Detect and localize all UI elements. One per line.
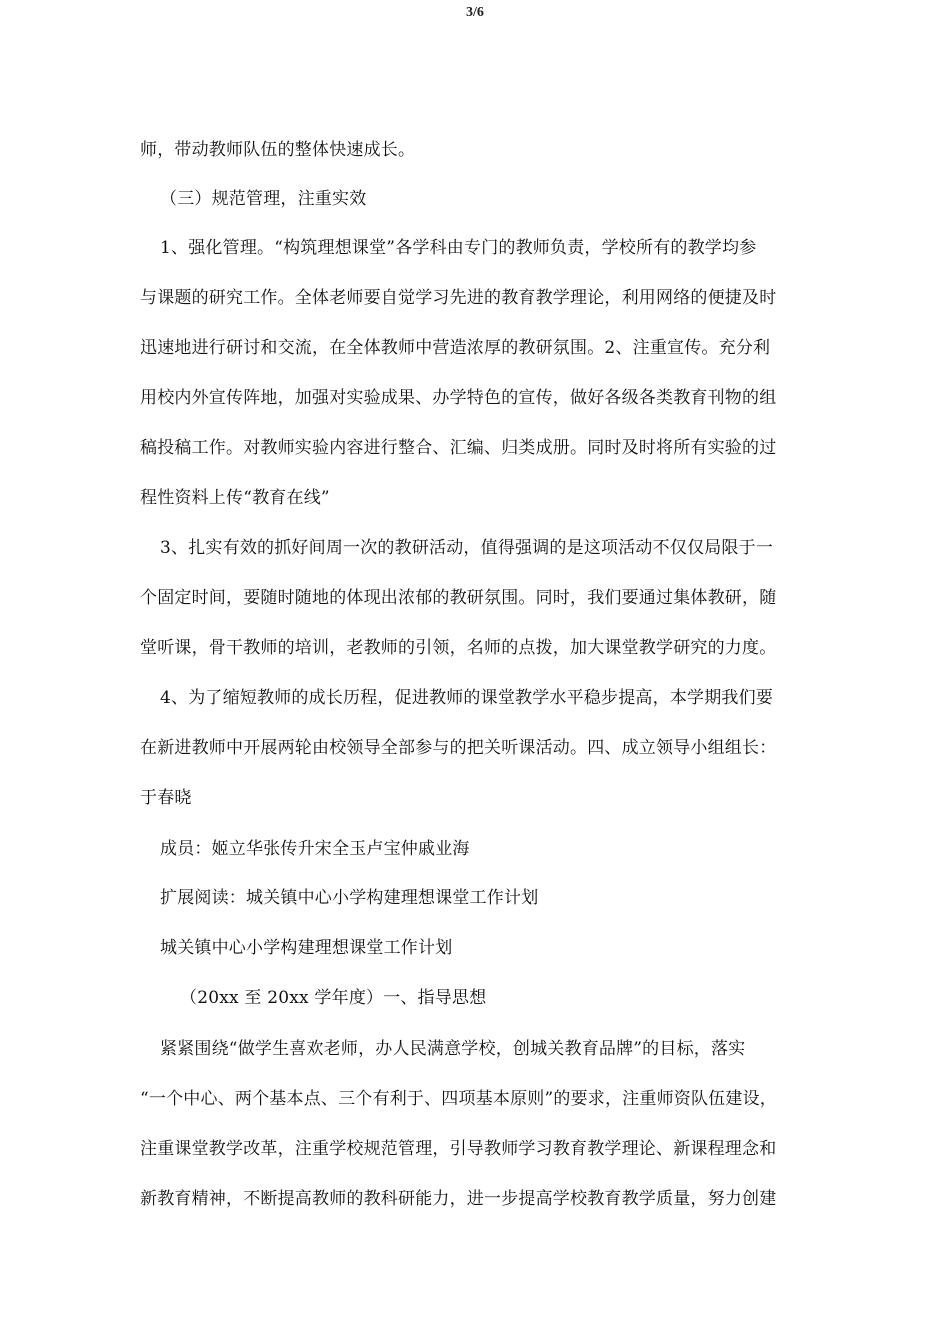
text-line: “一个中心、两个基本点、三个有利于、四项基本原则”的要求，注重师资队伍建设， — [140, 1089, 777, 1109]
text-line: 与课题的研究工作。全体老师要自觉学习先进的教育教学理论，利用网络的便捷及时 — [140, 288, 777, 308]
text-line: 3、扎实有效的抓好间周一次的教研活动，值得强调的是这项活动不仅仅局限于一 — [160, 538, 774, 558]
text-line: 程性资料上传“教育在线” — [140, 488, 330, 508]
text-line: 在新进教师中开展两轮由校领导全部参与的把关听课活动。四、成立领导小组组长： — [140, 738, 777, 758]
text-line: 城关镇中心小学构建理想课堂工作计划 — [160, 938, 453, 958]
text-line: 师，带动教师队伍的整体快速成长。 — [140, 140, 416, 160]
text-line: 紧紧围绕“做学生喜欢老师，办人民满意学校，创城关教育品牌”的目标，落实 — [160, 1039, 746, 1059]
section-heading: （三）规范管理，注重实效 — [160, 189, 367, 209]
text-line: 稿投稿工作。对教师实验内容进行整合、汇编、归类成册。同时及时将所有实验的过 — [140, 438, 777, 458]
text-line: 用校内外宣传阵地，加强对实验成果、办学特色的宣传，做好各级各类教育刊物的组 — [140, 388, 777, 408]
text-line: 扩展阅读：城关镇中心小学构建理想课堂工作计划 — [160, 888, 539, 908]
text-line: 新教育精神，不断提高教师的教科研能力，进一步提高学校教育教学质量，努力创建 — [140, 1189, 777, 1209]
text-line: （20xx 至 20xx 学年度）一、指导思想 — [180, 988, 487, 1008]
text-line: 4、为了缩短教师的成长历程，促进教师的课堂教学水平稳步提高，本学期我们要 — [160, 688, 774, 708]
text-line: 注重课堂教学改革，注重学校规范管理，引导教师学习教育教学理论、新课程理念和 — [140, 1139, 777, 1159]
text-line: 堂听课，骨干教师的培训，老教师的引领，名师的点拨，加大课堂教学研究的力度。 — [140, 638, 777, 658]
page-number: 3/6 — [466, 5, 484, 20]
text-line: 迅速地进行研讨和交流，在全体教师中营造浓厚的教研氛围。2、注重宣传。充分利 — [140, 338, 771, 358]
text-line: 成员：姬立华张传升宋全玉卢宝仲戚业海 — [160, 839, 470, 859]
text-line: 个固定时间，要随时随地的体现出浓郁的教研氛围。同时，我们要通过集体教研，随 — [140, 588, 777, 608]
text-line: 于春晓 — [140, 788, 192, 808]
text-line: 1、强化管理。“构筑理想课堂”各学科由专门的教师负责，学校所有的教学均参 — [160, 238, 757, 258]
